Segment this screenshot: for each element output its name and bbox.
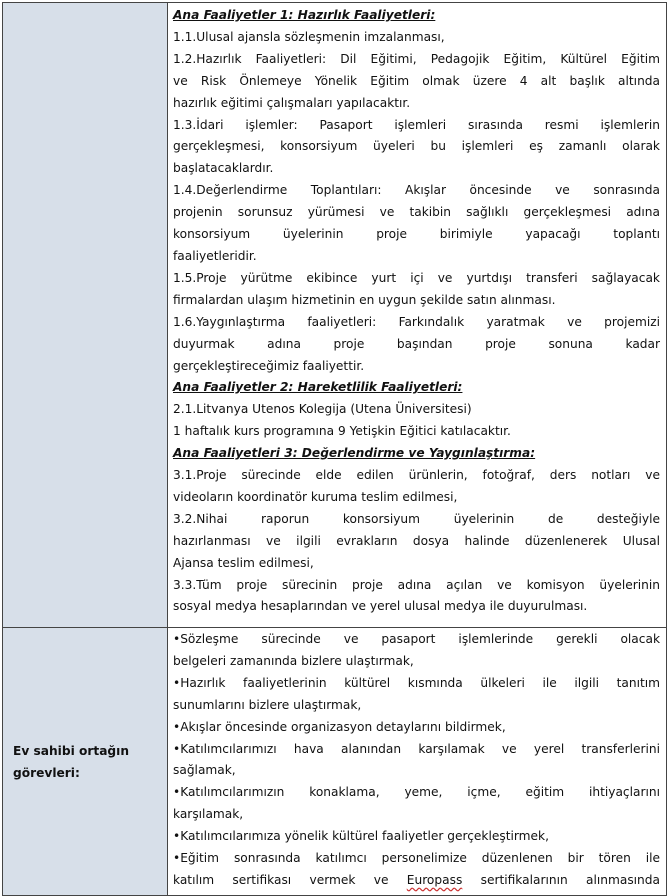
host-partner-duties-content-cell xyxy=(168,628,667,896)
text-line: 1.2.Hazırlık Faaliyetleri: Dil Eğitimi, Pedagojik Eğitim, Kültürel Eğitim xyxy=(173,51,660,66)
text-line: sağlamak, xyxy=(173,763,236,778)
text-line: •Akışlar öncesinde organizasyon detaylarını bildirmek, xyxy=(173,719,506,734)
text-line: 3.1.Proje sürecinde elde edilen ürünlerin, fotoğraf, ders notları ve xyxy=(173,468,660,483)
text-line: •Sözleşme sürecinde ve pasaport işlemlerinde gerekli olacak xyxy=(173,632,660,646)
row-label-cell xyxy=(3,628,168,896)
text-line: 2.1.Litvanya Utenos Kolegija (Utena Üniversitesi) xyxy=(173,402,472,417)
text-line: videoların koordinatör kuruma teslim edilmesi, xyxy=(173,489,458,504)
text-line: •Katılımcılarımıza yönelik kültürel faaliyetler gerçekleştirmek, xyxy=(173,829,549,844)
text-line: başlatacaklardır. xyxy=(173,161,274,176)
text-line: 1.4.Değerlendirme Toplantıları: Akışlar öncesinde ve sonrasında xyxy=(173,183,660,198)
text-line: gerçekleştireceğimiz faaliyettir. xyxy=(173,358,365,373)
text-line: katılım sertifikası vermek ve Europass sertifikalarının alınmasında xyxy=(173,872,660,887)
text-line: hazırlık eğitimi çalışmaları yapılacaktır. xyxy=(173,95,411,110)
text-line: •Katılımcılarımızın konaklama, yeme, içme, eğitim ihtiyaçlarını xyxy=(173,785,660,800)
text-line: ve Risk Önlemeye Yönelik Eğitim olmak üzere 4 alt başlık altında xyxy=(173,73,660,88)
section-heading: Ana Faaliyetler 2: Hareketlilik Faaliyetleri: xyxy=(173,380,463,395)
row-label-cell-empty xyxy=(3,3,168,628)
text-line: sunumlarını bizlere ulaştırmak, xyxy=(173,697,362,712)
text-line: duyurmak adına proje başından proje sonuna kadar xyxy=(173,336,660,351)
text-line: •Katılımcılarımızı hava alanından karşılamak ve yerel transferlerini xyxy=(173,741,660,756)
spellcheck-word: Europass xyxy=(406,872,463,887)
section-heading: Ana Faaliyetleri 3: Değerlendirme ve Yaygınlaştırma: xyxy=(173,446,536,461)
text-line: 1 haftalık kurs programına 9 Yetişkin Eğitici katılacaktır. xyxy=(173,424,511,439)
text-line: 1.1.Ulusal ajansla sözleşmenin imzalanması, xyxy=(173,29,445,44)
activities-row xyxy=(3,3,667,628)
text-line: •Hazırlık faaliyetlerinin kültürel kısmında ülkeleri ile ilgili tanıtım xyxy=(173,675,660,690)
section-heading: Ana Faaliyetler 1: Hazırlık Faaliyetleri: xyxy=(173,8,436,22)
text-line: 1.3.İdari işlemler: Pasaport işlemleri sırasında resmi işlemlerin xyxy=(173,117,660,132)
text-line: 1.6.Yaygınlaştırma faaliyetleri: Farkındalık yaratmak ve projemizi xyxy=(173,314,660,329)
text-line: •Eğitim sonrasında katılımcı personelimize düzenlenen bir tören ile xyxy=(173,851,660,866)
text-line: konsorsiyum üyelerinin proje birimiyle yapacağı toplantı xyxy=(173,227,660,242)
activities-content-cell xyxy=(168,3,667,628)
text-line: 3.2.Nihai raporun konsorsiyum üyelerinin de desteğiyle xyxy=(173,511,660,526)
text-line: belgeleri zamanında bizlere ulaştırmak, xyxy=(173,653,414,668)
text-line: karşılamak, xyxy=(173,807,244,822)
text-line: 3.3.Tüm proje sürecinin proje adına açılan ve komisyon üyelerinin xyxy=(173,577,660,592)
activities-table xyxy=(2,2,667,896)
host-partner-duties-row xyxy=(3,628,667,896)
text-line: sosyal medya hesaplarından ve yerel ulusal medya ile duyurulması. xyxy=(173,599,588,614)
text-line: projenin sorunsuz yürümesi ve takibin sağlıklı gerçekleşmesi adına xyxy=(173,205,660,220)
text-line: Ajansa teslim edilmesi, xyxy=(173,555,314,570)
host-partner-duties-label: Ev sahibi ortağın görevleri: xyxy=(13,743,130,780)
text-line: hazırlanması ve ilgili evrakların dosya halinde düzenlenerek Ulusal xyxy=(173,533,660,548)
text-line: 1.5.Proje yürütme ekibince yurt içi ve yurtdışı transferi sağlayacak xyxy=(173,270,660,285)
text-line: gerçekleşmesi, konsorsiyum üyeleri bu işlemleri eş zamanlı olarak xyxy=(173,139,660,154)
text-line: faaliyetleridir. xyxy=(173,248,257,263)
text-line: firmalardan ulaşım hizmetinin en uygun şekilde satın alınması. xyxy=(173,292,556,307)
